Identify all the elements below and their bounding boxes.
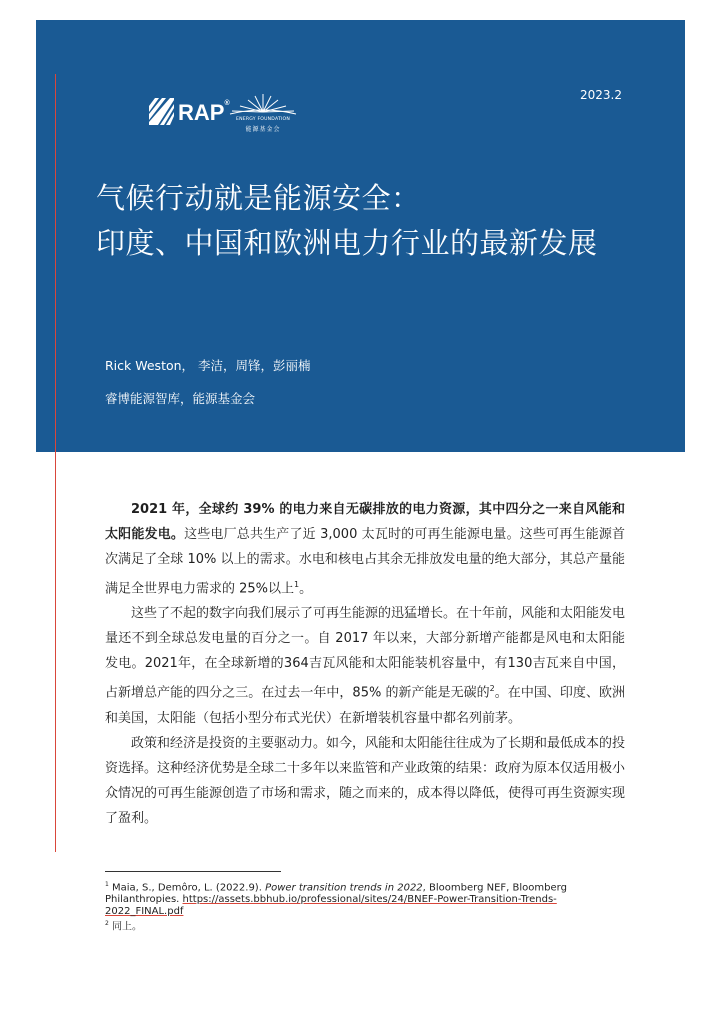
paragraph-3: 政策和经济是投资的主要驱动力。如今，风能和太阳能往往成为了长期和最低成本的投资选择。这种经济优势是全球二十多年以来监管和产业政策的结果：政府为原本仅适用极小众情况的可再生能源创造了市场和需求，随之而来的，成本得以降低，使得可再生资源实现了盈利。 [105,735,626,826]
footnote-2 [105,918,585,933]
rap-logo-text: RAP® [178,100,230,125]
footnote-ref-1[interactable]: 1 [294,580,300,589]
paragraph-1-end: 。 [299,581,313,597]
title-line-2: 印度、中国和欧洲电力行业的最新发展 [96,226,598,260]
energy-foundation-logo [228,92,298,134]
rap-logo [146,94,230,130]
footnote-2-text: 同上。 [108,921,143,933]
organizations: 睿博能源智库，能源基金会 [105,391,256,406]
paragraph-2-end: 。在中国、印度、欧洲和美国，太阳能（包括小型分布式光伏）在新增装机容量中都名列前茅。 [105,685,625,726]
authors: Rick Weston， 李洁，周锋，彭丽楠 [105,358,311,373]
footnote-ref-2[interactable]: 2 [489,684,495,694]
body-text [105,497,625,831]
footnote-1-publisher: , Bloomberg NEF, Bloomberg Philanthropies. [105,882,567,906]
footnote-divider [105,871,281,872]
footnote-1-title: Power transition trends in 2022 [265,882,423,894]
rap-logo-icon [146,94,178,130]
energy-foundation-sunburst-icon [228,92,298,118]
footnote-1-authors: Maia, S., Demôro, L. (2022.9). [108,882,266,894]
footnote-2-mark: 2 [105,920,109,928]
paragraph-1-text: 这些电厂总共生产了近 3,000 太瓦时的可再生能源电量。这些可再生能源首次满足了全球 10% 以上的需求。水电和核电占其余无排放发电量的绝大部分，其总产量能满足全世界电力需求的 25%以上 [105,527,625,597]
paragraph-2-text: 这些了不起的数字向我们展示了可再生能源的迅猛增长。在十年前，风能和太阳能发电量还不到全球总发电量的百分之一。自 2017 年以来，大部分新增产能都是风电和太阳能发电。2021年，在全球新增的364吉瓦风能和太阳能装机容量中，有130吉瓦来自中国，占新增总产能的四分之三。在过去一年中，85% 的新产能是无碳的 [105,606,626,701]
title-line-1: 气候行动就是能源安全： [96,181,421,215]
paragraph-2 [105,601,625,730]
publication-date: 2023.2 [580,88,622,102]
ef-logo-english: ENERGY FOUNDATION [236,117,290,122]
footnote-1-link[interactable]: https://assets.bbhub.io/professional/sites/24/BNEF-Power-Transition-Trends-2022_FINAL.pdf [105,894,557,918]
ef-logo-chinese: 能源基金会 [245,126,281,133]
paragraph-1-lead: 2021 年，全球约 39% 的电力来自无碳排放的电力资源，其中四分之一来自风能和太阳能发电。 [105,502,625,542]
footnote-1 [105,879,585,918]
footnotes [105,879,585,934]
margin-rule [55,74,56,852]
report-title [96,176,666,266]
footnote-1-mark: 1 [105,881,109,888]
paragraph-1 [105,497,625,601]
